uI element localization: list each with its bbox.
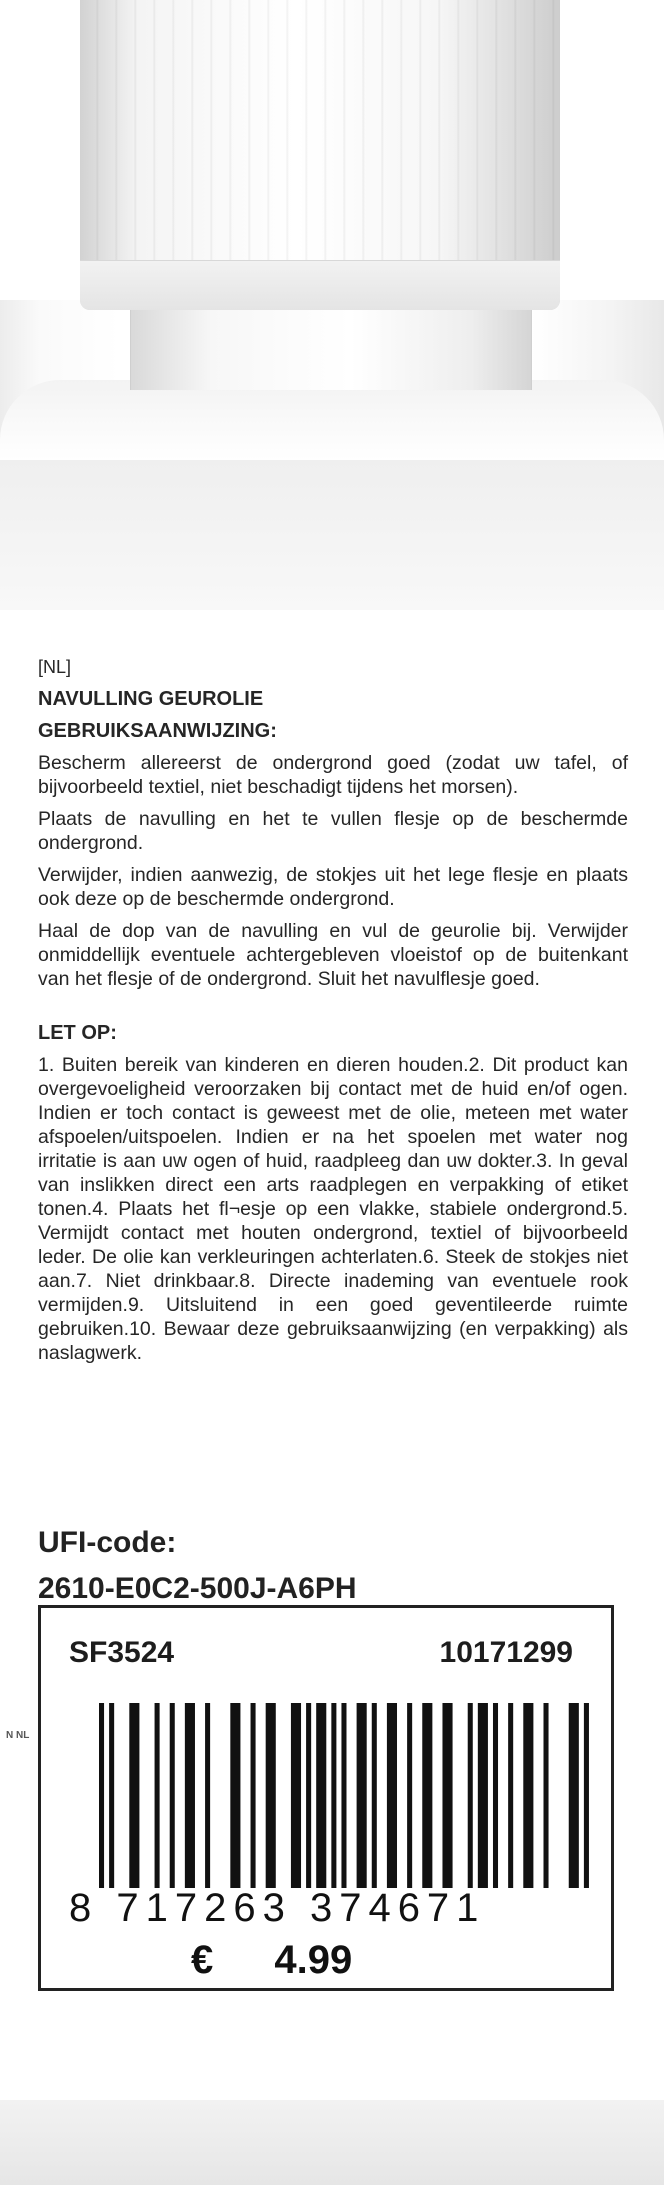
- barcode-bar: [543, 1703, 548, 1888]
- barcode-bar: [478, 1703, 488, 1888]
- warning-text: 1. Buiten bereik van kinderen en dieren houden.2. Dit product kan overgevoeligheid veroorzaken bij contact met de huid en/of ogen. Indien er toch contact is geweest met de olie, meteen met water afspoelen/uitspoelen. Indien er na het spoelen met water nog irritatie is aan uw ogen of huid, raadpleeg dan uw dokter.3. In geval van inslikken direct een arts raadplegen en verpakking of etiket tonen.4. Plaats het fl¬esje op een vlakke, stabiele ondergrond.5. Vermijdt contact met houten ondergrond, textiel of bijvoorbeeld leder. De olie kan verkleuringen achterlaten.6. Steek de stokjes niet aan.7. Niet drinkbaar.8. Directe inademing van eventuele rook vermijden.9. Uitsluitend in een goed geventileerde ruimte gebruiken.10. Bewaar deze gebruiksaanwijzing (en verpakking) als naslagwerk.: [38, 1054, 628, 1364]
- bottle-neck: [130, 300, 532, 390]
- cap-ridges: [80, 0, 560, 260]
- barcode-bar: [306, 1703, 311, 1888]
- barcode-bar: [357, 1703, 367, 1888]
- instruction-paragraph: Plaats de navulling en het te vullen flesje op de beschermde ondergrond.: [38, 808, 628, 854]
- barcode-bar: [185, 1703, 195, 1888]
- ufi-label: UFI-code:: [38, 1526, 177, 1559]
- instruction-paragraph: Verwijder, indien aanwezig, de stokjes uit het lege flesje en plaats ook deze op de beschermde ondergrond.: [38, 864, 628, 910]
- bottle-cap: [80, 0, 560, 310]
- instructions-heading: GEBRUIKSAANWIJZING:: [38, 720, 277, 742]
- bottle-bottom: [0, 2100, 664, 2185]
- price-value: 4.99: [274, 1938, 353, 1982]
- barcode-bar: [129, 1703, 139, 1888]
- barcode-bar: [387, 1703, 397, 1888]
- barcode: [99, 1703, 594, 1888]
- barcode-bar: [291, 1703, 301, 1888]
- barcode-bar: [251, 1703, 256, 1888]
- bottle-shoulder: [0, 380, 664, 460]
- barcode-bar: [407, 1703, 412, 1888]
- label-top-band: [0, 460, 664, 610]
- barcode-bar: [230, 1703, 240, 1888]
- barcode-bar: [422, 1703, 432, 1888]
- barcode-bar: [508, 1703, 513, 1888]
- instruction-paragraph: Bescherm allereerst de ondergrond goed (zodat uw tafel, of bijvoorbeeld textiel, niet beschadigt tijdens het morsen).: [38, 752, 628, 798]
- barcode-bar: [523, 1703, 533, 1888]
- barcode-bar: [170, 1703, 175, 1888]
- language-tag: [NL]: [38, 657, 72, 677]
- price: [191, 1938, 352, 1983]
- instruction-paragraph: Haal de dop van de navulling en vul de geurolie bij. Verwijder onmiddellijk eventuele achtergebleven vloeistof op de buitenkant van het flesje of de ondergrond. Sluit het navulflesje goed.: [38, 920, 628, 990]
- barcode-bar: [205, 1703, 210, 1888]
- label-text-block: [38, 655, 628, 1373]
- barcode-bar: [372, 1703, 377, 1888]
- barcode-bar: [316, 1703, 326, 1888]
- product-title: NAVULLING GEUROLIE: [38, 688, 264, 710]
- barcode-bar: [569, 1703, 579, 1888]
- article-number: 10171299: [439, 1636, 573, 1669]
- barcode-bar: [584, 1703, 589, 1888]
- barcode-bar: [109, 1703, 114, 1888]
- barcode-bar: [468, 1703, 473, 1888]
- ufi-code: 2610-E0C2-500J-A6PH: [38, 1572, 357, 1605]
- barcode-bar: [99, 1703, 104, 1888]
- cap-rim: [80, 260, 560, 310]
- ufi-block: [38, 1520, 357, 1612]
- barcode-bar: [493, 1703, 498, 1888]
- side-mark: N NL: [6, 1730, 30, 1741]
- price-sticker: [38, 1605, 614, 1991]
- barcode-bar: [331, 1703, 336, 1888]
- barcode-bar: [155, 1703, 160, 1888]
- barcode-bar: [266, 1703, 276, 1888]
- barcode-bar: [341, 1703, 346, 1888]
- warning-heading: LET OP:: [38, 1022, 117, 1044]
- barcode-bar: [442, 1703, 452, 1888]
- ean-digits: 8 717263 374671: [69, 1886, 486, 1930]
- sku-code: SF3524: [69, 1636, 175, 1669]
- currency-symbol: €: [191, 1938, 214, 1982]
